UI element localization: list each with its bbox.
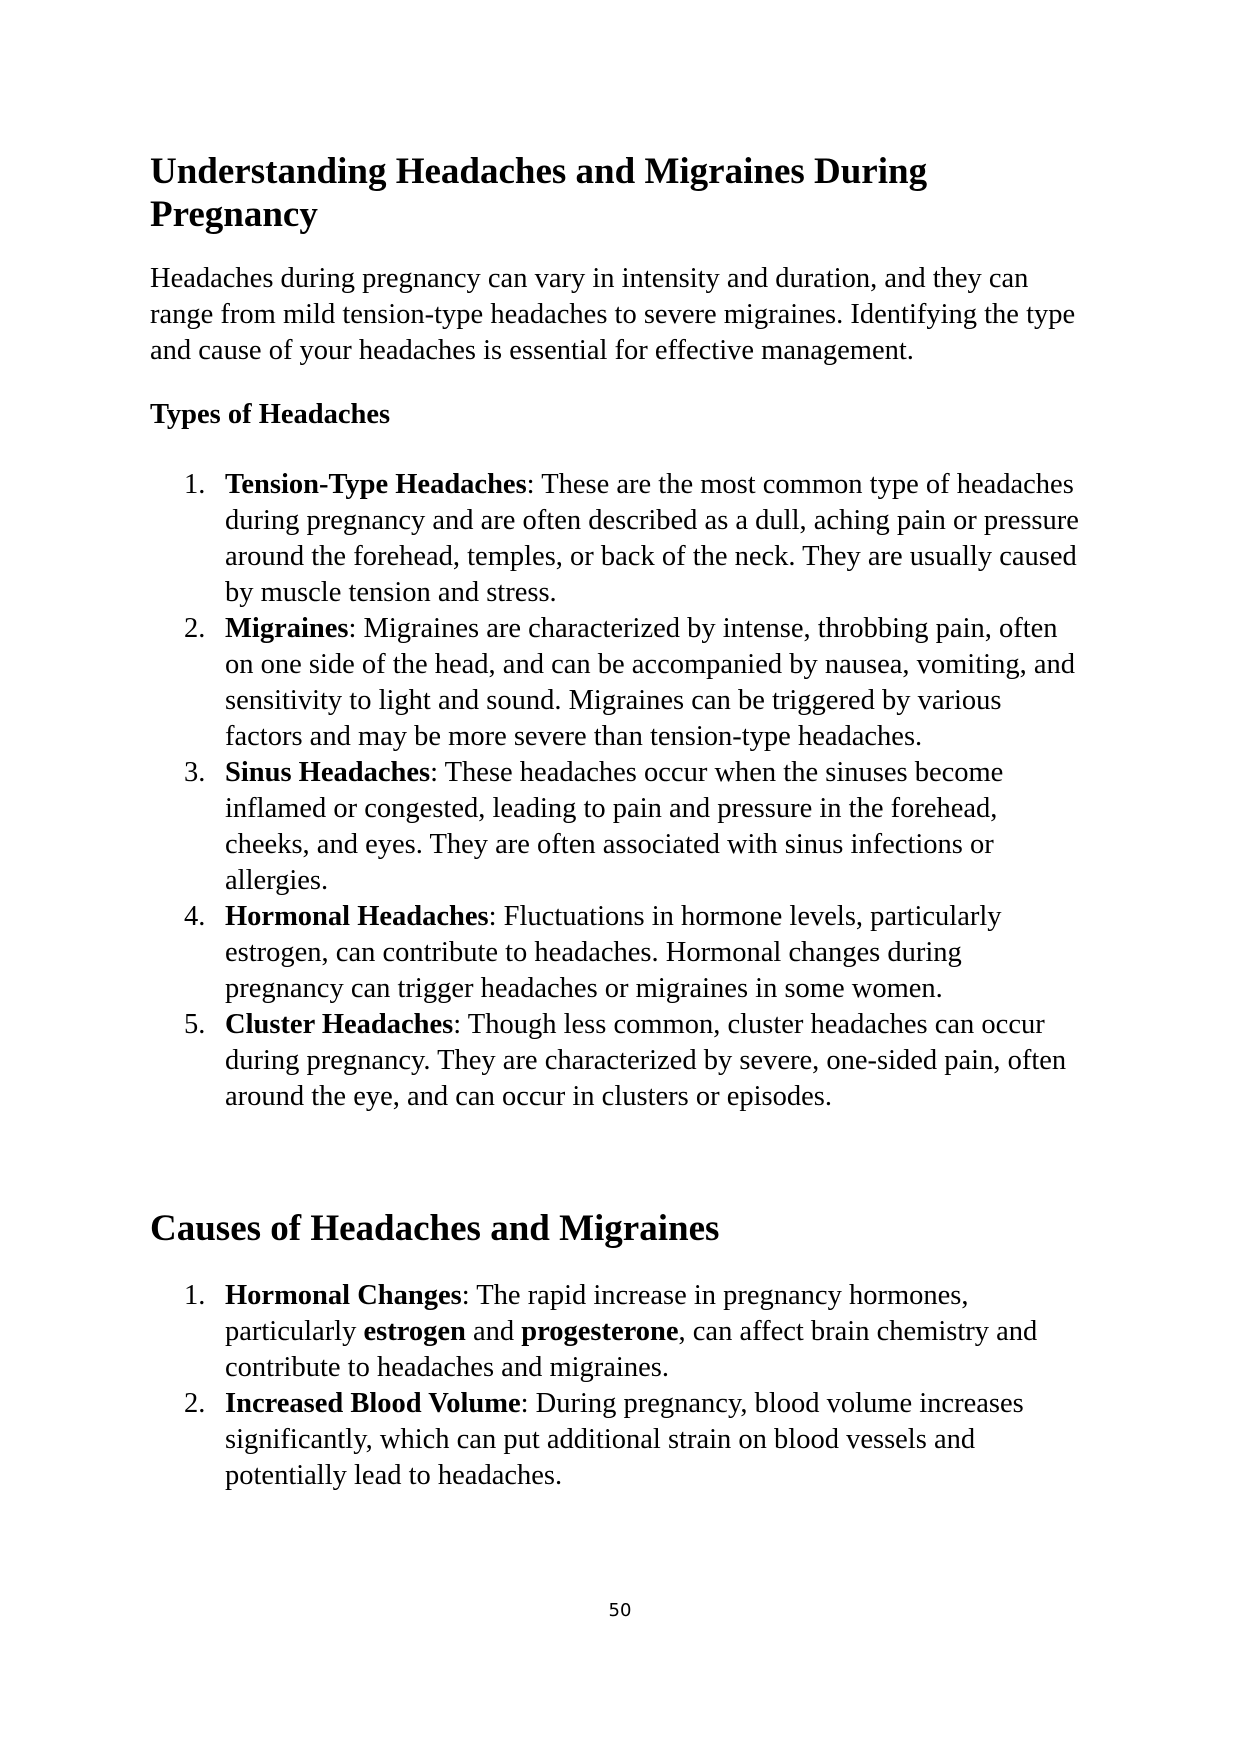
list-item-desc: : Fluctuations in hormone levels, particularly estrogen, can contribute to headaches. Hormonal changes during pregnancy can trigger headaches or migraines in some women. [225,901,1002,1004]
list-item-text [225,899,1085,1007]
page-content [150,150,1100,1494]
list-item-desc: : Migraines are characterized by intense, throbbing pain, often on one side of the head, and can be accompanied by nausea, vomiting, and sensitivity to light and sound. Migraines can be triggered by various factors and may be more severe than tension-type headaches. [225,613,1075,752]
list-number: 2. [184,1388,206,1419]
list-item-term: Increased Blood Volume [225,1388,521,1419]
list-item-text [225,1007,1085,1115]
list-item-term: Cluster Headaches [225,1009,454,1040]
list-item-term: Hormonal Headaches [225,901,489,932]
intro-paragraph: Headaches during pregnancy can vary in intensity and duration, and they can range from mild tension-type headaches to severe migraines. Identifying the type and cause of your headaches is essential for effective management. [150,263,1076,366]
list-item-term: Hormonal Changes [225,1280,462,1311]
list-number: 5. [184,1009,206,1040]
list-item-term: Sinus Headaches [225,757,431,788]
list-item-desc: : During pregnancy, blood volume increases significantly, which can put additional strain on blood vessels and potentially lead to headaches. [225,1388,1024,1491]
list-item-desc: : These headaches occur when the sinuses become inflamed or congested, leading to pain and pressure in the forehead, cheeks, and eyes. They are often associated with sinus infections or allergies. [225,757,1004,896]
list-item [150,611,1100,755]
list-item [150,1007,1100,1115]
list-item [150,1278,1100,1386]
list-number: 1. [184,1280,206,1311]
list-item [150,899,1100,1007]
list-item-desc: : Though less common, cluster headaches can occur during pregnancy. They are characterized by severe, one-sided pain, often around the eye, and can occur in clusters or episodes. [225,1009,1067,1112]
list-item-desc: and [465,1316,522,1347]
list-item [150,467,1100,611]
list-number: 1. [184,469,206,500]
list-item-term: Tension-Type Headaches [225,469,527,500]
list-item-text [225,1278,1085,1386]
causes-list [150,1278,1100,1494]
list-item-text [225,1386,1085,1494]
list-item-text [225,467,1085,611]
page-title: Understanding Headaches and Migraines During Pregnancy [150,151,928,235]
list-item [150,755,1100,899]
list-number: 2. [184,613,206,644]
list-item-term: Migraines [225,613,349,644]
list-item-text [225,611,1085,755]
types-heading: Types of Headaches [150,399,391,430]
list-item-text [225,755,1085,899]
page-number: 50 [608,1600,632,1621]
bold-term-estrogen: estrogen [363,1316,466,1347]
list-item-desc: : These are the most common type of headaches during pregnancy and are often described as a dull, aching pain or pressure around the forehead, temples, or back of the neck. They are usually caused by muscle tension and stress. [225,469,1079,608]
list-item [150,1386,1100,1494]
bold-term-progesterone: progesterone [521,1316,679,1347]
list-item-desc: : The rapid increase in pregnancy hormones, particularly [225,1280,969,1347]
types-list [150,467,1100,1115]
list-item-desc: , can affect brain chemistry and contribute to headaches and migraines. [225,1316,1038,1383]
causes-heading: Causes of Headaches and Migraines [150,1208,720,1249]
list-number: 4. [184,901,206,932]
list-number: 3. [184,757,206,788]
